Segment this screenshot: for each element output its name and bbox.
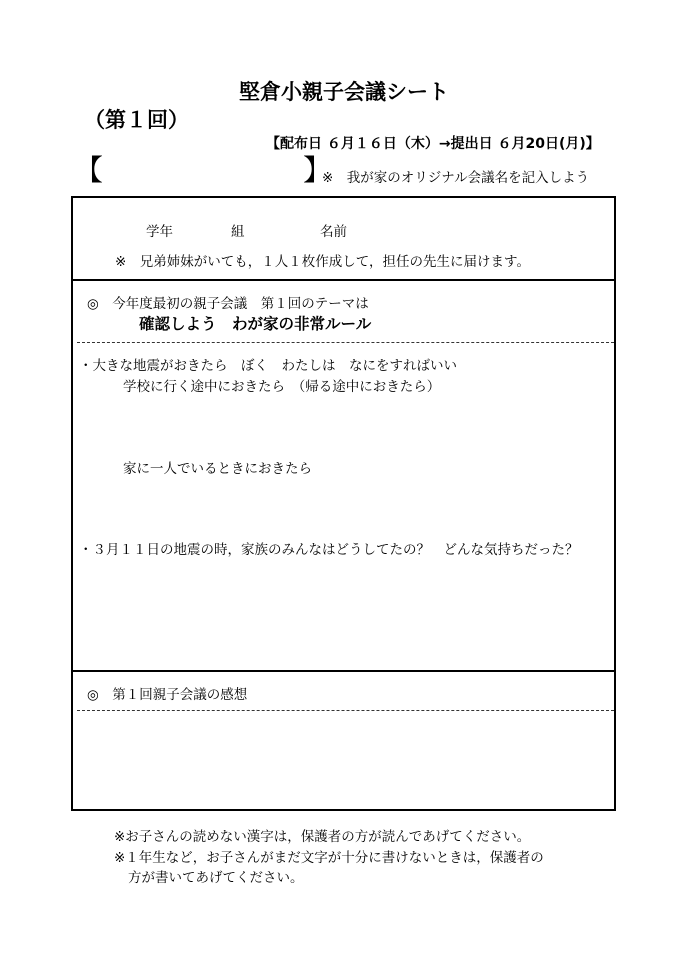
- date-info: 【配布日 ６月１６日（木）→提出日 ６月20日(月)】: [266, 136, 600, 152]
- impressions-label: ◎ 第１回親子会議の感想: [87, 687, 248, 703]
- round-label: （第１回）: [84, 108, 189, 132]
- grade-label: 学年: [146, 224, 173, 240]
- answer-area-home[interactable]: [93, 478, 603, 534]
- family-name-field[interactable]: [104, 158, 300, 184]
- question-1: ・大きな地震がおきたら ぼく わたしは なにをすればいい: [79, 358, 457, 374]
- footer-note-3: 方が書いてあげてください。: [128, 870, 304, 886]
- name-field[interactable]: [363, 216, 603, 238]
- dashed-divider: [77, 342, 614, 343]
- family-name-bracket-open: 【: [74, 153, 104, 187]
- name-label: 名前: [320, 224, 347, 240]
- impressions-answer-area[interactable]: [83, 718, 603, 802]
- section-divider: [73, 279, 614, 281]
- class-field[interactable]: [193, 216, 227, 238]
- footer-note-1: ※お子さんの読めない漢字は，保護者の方が読んであげてください。: [114, 829, 531, 845]
- question-2: ・３月１１日の地震の時，家族のみんなはどうしてたの？ どんな気持ちだった？: [79, 542, 579, 558]
- theme-heading: 確認しよう わが家の非常ルール: [139, 315, 372, 333]
- question-1-school: 学校に行く途中におきたら （帰る途中におきたら）: [123, 379, 441, 395]
- document-title: 堅倉小親子会議シート: [239, 80, 449, 104]
- section-divider: [73, 670, 614, 672]
- student-note: ※ 兄弟姉妹がいても，１人１枚作成して，担任の先生に届けます。: [115, 254, 530, 270]
- theme-intro: ◎ 今年度最初の親子会議 第１回のテーマは: [87, 296, 369, 312]
- class-label: 組: [231, 224, 245, 240]
- worksheet-box: [71, 196, 616, 811]
- answer-area-march11[interactable]: [93, 560, 603, 666]
- family-name-note: ※ 我が家のオリジナル会議名を記入しよう: [322, 170, 590, 186]
- dashed-divider: [77, 710, 614, 711]
- question-1-home: 家に一人でいるときにおきたら: [123, 461, 312, 477]
- footer-note-2: ※１年生など，お子さんがまだ文字が十分に書けないときは，保護者の: [114, 850, 544, 866]
- answer-area-school[interactable]: [93, 396, 603, 454]
- grade-field[interactable]: [111, 216, 141, 238]
- family-name-bracket-close: 】: [303, 153, 333, 187]
